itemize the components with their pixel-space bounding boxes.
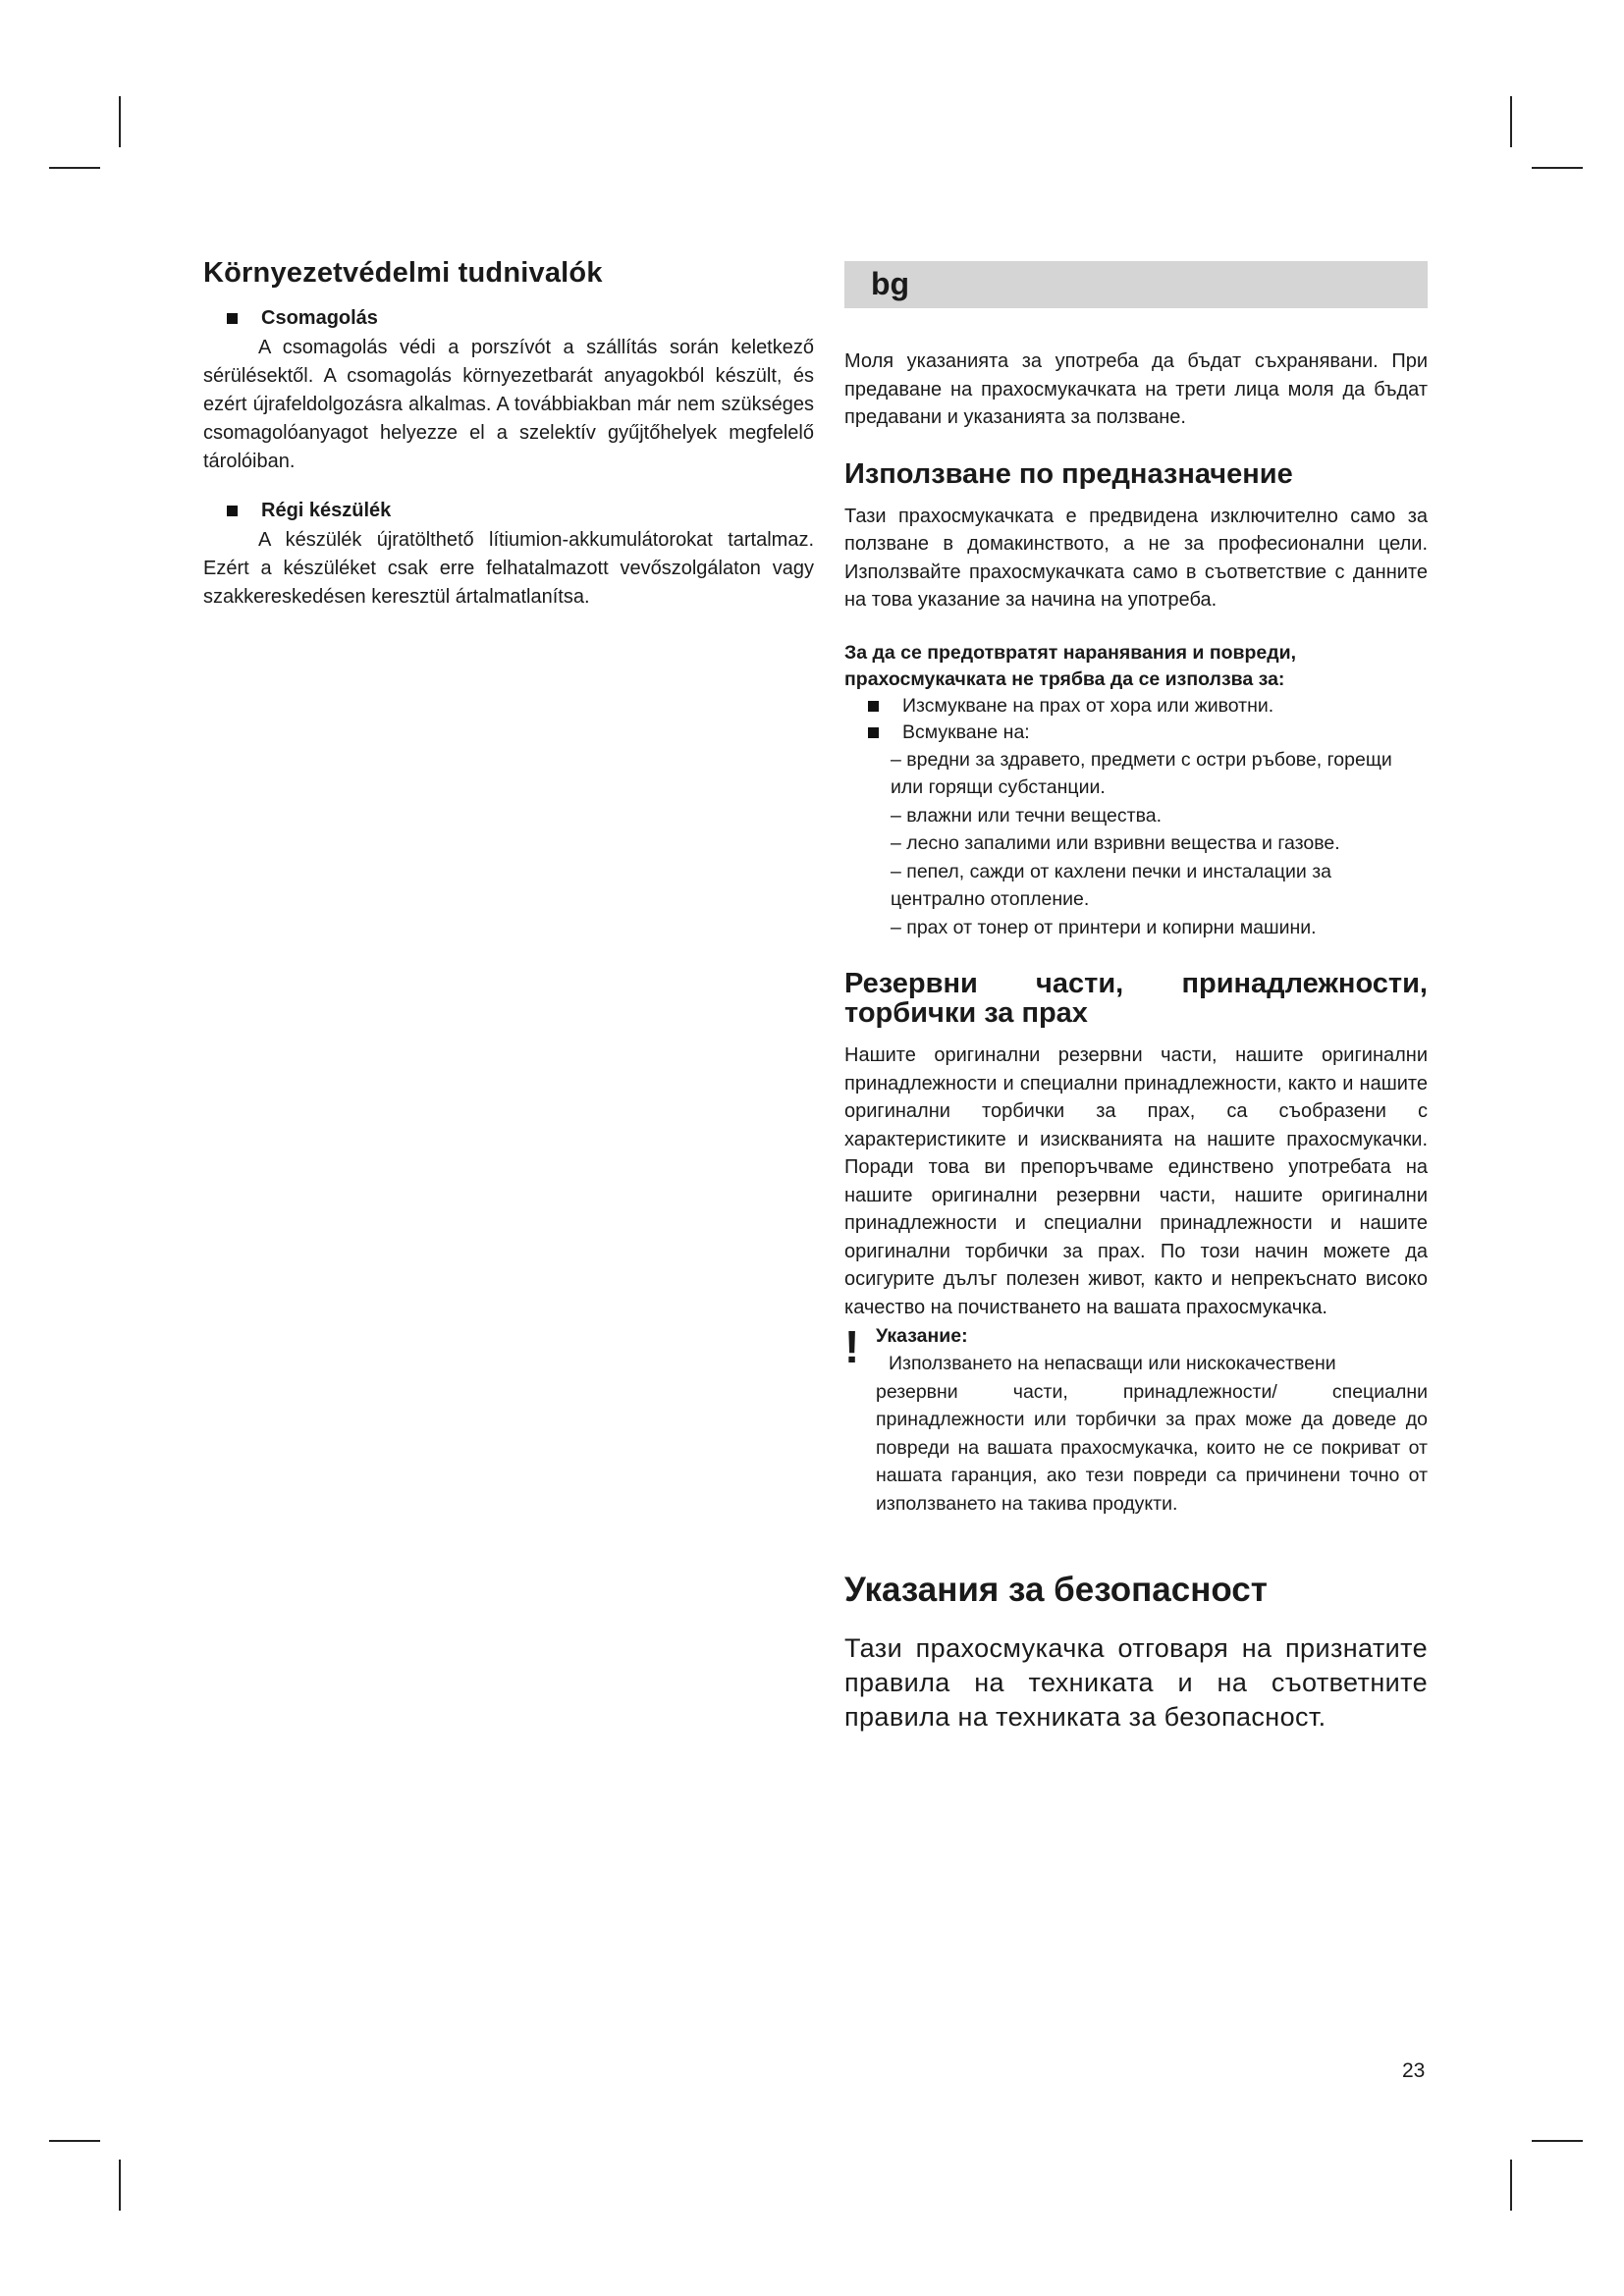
hungarian-column [203, 257, 814, 635]
language-tag: bg [844, 261, 1428, 308]
bullet-square-icon [868, 727, 879, 738]
note-title: Указание: [876, 1325, 968, 1347]
packaging-section [203, 307, 814, 476]
usage-title: Използване по предназначение [844, 457, 1293, 490]
usage-text: Тази прахосмукачката е предвидена изключително само за ползване в домакинството, а не за професионални цели. Използвайте прахосмукачката само в съответствие с данните на това указание за начина на употреба. [844, 505, 1428, 611]
bulgarian-column [844, 261, 1428, 1735]
packaging-text: A csomagolás védi a porszívót a szállítás során keletkező sérülésektől. A csomagolás környezetbarát anyagokból készült, és ezért újrafeldolgozásra alkalmas. A továbbiakban már nem szükséges csomagolóanyagot helyezze el a szelektív gyűjtőhelyek megfelelő tárolóiban. [203, 337, 814, 472]
parts-title: Резервни части, принадлежности, торбички за прах [844, 968, 1428, 1029]
old-device-section [203, 500, 814, 612]
warning-heading: За да се предотвратят наранявания и повреди, прахосмукачката не трябва да се използва за: [844, 641, 1297, 690]
dash-item: – вредни за здравето, предмети с остри ръбове, горещи или горящи субстанции. [891, 748, 1392, 798]
dash-item: – влажни или течни вещества. [891, 804, 1162, 827]
crop-mark [49, 167, 100, 169]
packaging-heading: Csomagolás [227, 307, 814, 330]
page-number: 23 [1402, 2059, 1426, 2082]
old-device-heading: Régi készülék [227, 500, 814, 522]
dash-item: – лесно запалими или взривни вещества и газове. [891, 832, 1340, 854]
list-item: Изсмукване на прах от хора или животни. [868, 693, 1428, 720]
dash-item: – прах от тонер от принтери и копирни машини. [891, 916, 1317, 938]
safety-text: Тази прахосмукачка отговаря на признатите правила на техниката и на съответните правила на техниката за безопасност. [844, 1633, 1428, 1732]
bullet-square-icon [868, 701, 879, 712]
crop-mark [1510, 96, 1512, 147]
safety-title: Указания за безопасност [844, 1571, 1268, 1609]
dash-item: – пепел, сажди от кахлени печки и инсталации за централно отопление. [891, 860, 1332, 910]
list-item: Всмукване на: [868, 720, 1428, 746]
bullet-square-icon [227, 506, 238, 516]
parts-text: Нашите оригинални резервни части, нашите оригинални принадлежности и специални принадлежности, както и нашите оригинални торбички за прах, са съобразени с характеристиките и изискванията на нашите прахосмукачки. Поради това ви препоръчваме единствено употребата на нашите оригинални резервни части, нашите оригинални принадлежности и специални принадлежности и нашите оригинални торбички за прах. По този начин можете да осигурите дълъг полезен живот, както и непрекъснато високо качество на почистването на вашата прахосмукачка. [844, 1044, 1428, 1318]
crop-mark [49, 2140, 100, 2142]
intro-text: Моля указанията за употреба да бъдат съхранявани. При предаване на прахосмукачката на трети лица моля да бъдат предавани и указанията за ползване. [844, 350, 1428, 428]
bullet-square-icon [227, 313, 238, 324]
crop-mark [119, 2160, 121, 2211]
crop-mark [1532, 167, 1583, 169]
crop-mark [1510, 2160, 1512, 2211]
crop-mark [119, 96, 121, 147]
exclamation-icon: ! [844, 1321, 860, 1372]
old-device-text: A készülék újratölthető lítiumion-akkumulátorokat tartalmaz. Ezért a készüléket csak erre felhatalmazott vevőszolgálaton vagy szakkereskedésen keresztül ártalmatlanítsa. [203, 529, 814, 608]
environment-title: Környezetvédelmi tudnivalók [203, 257, 603, 289]
crop-mark [1532, 2140, 1583, 2142]
note-block [844, 1323, 1428, 1518]
note-text: Използването на непасващи или нискокачествени резервни части, принадлежности/ специални принадлежности или торбички за прах може да доведе до повреди на вашата прахосмукачка, които не се покриват от нашата гаранция, ако тези повреди са причинени точно от използването на такива продукти. [876, 1353, 1428, 1515]
